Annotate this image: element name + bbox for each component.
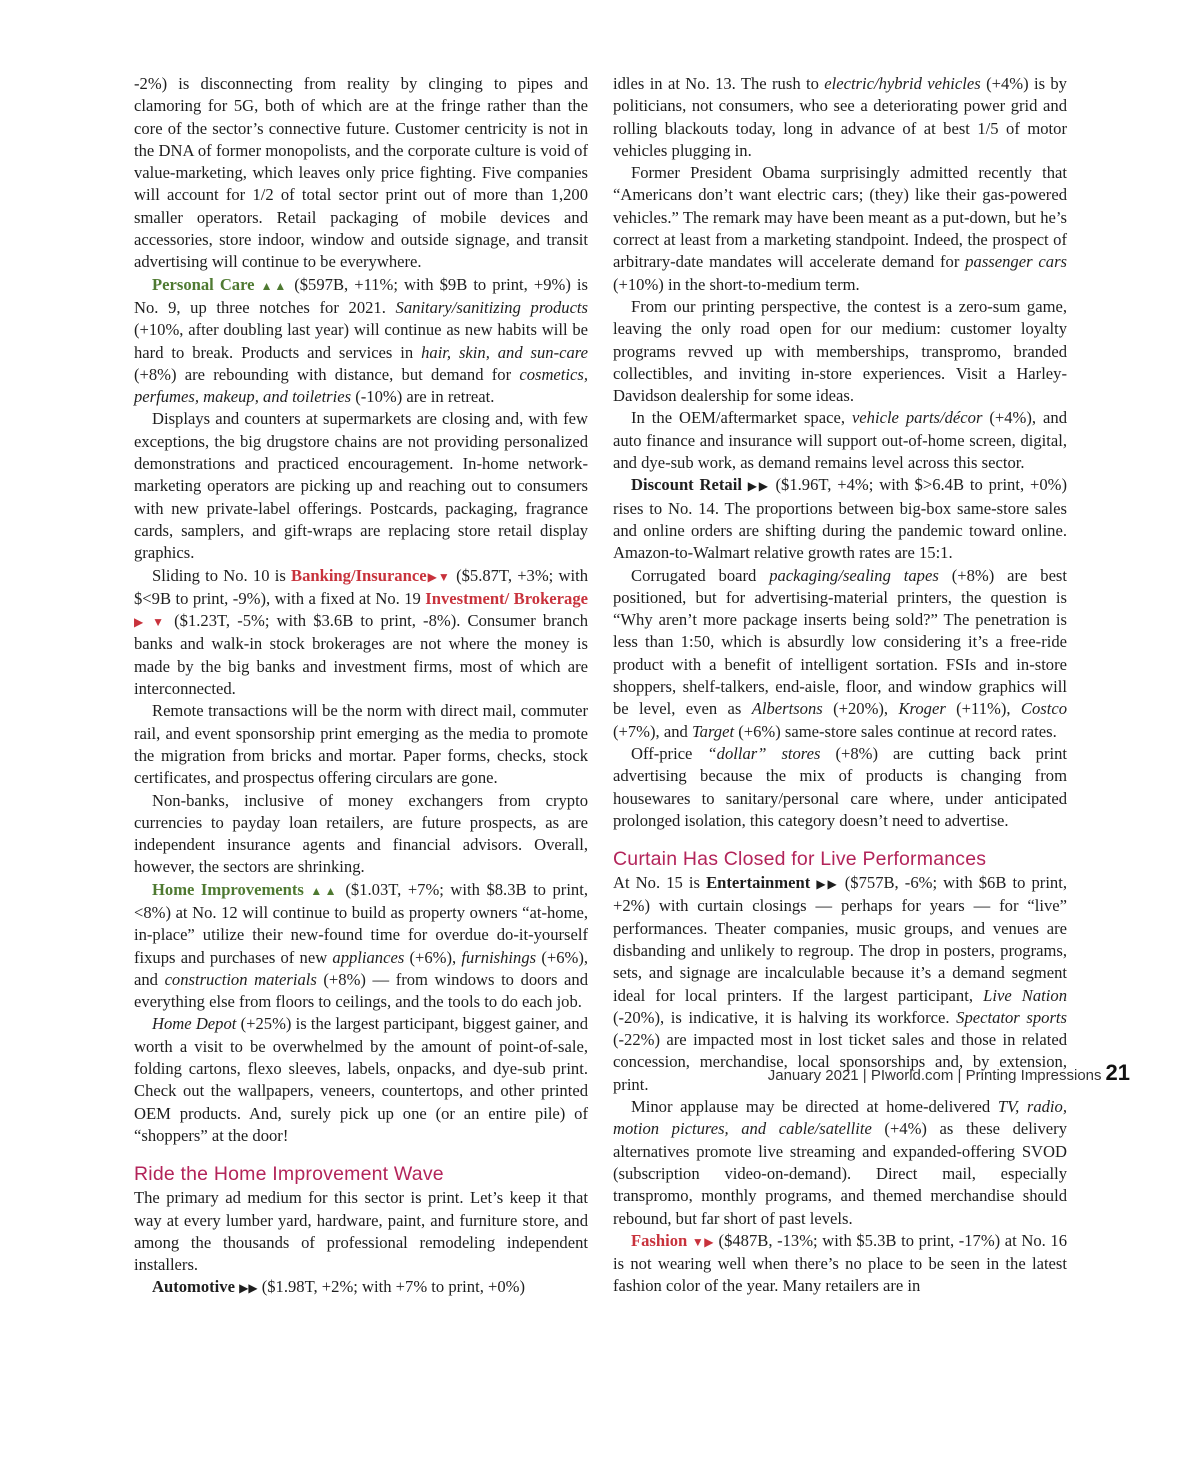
paragraph-discount-retail: Discount Retail ▶▶ ($1.96T, +4%; with $>6.4B to print, +0%) rises to No. 14. The proportions between big-box same-store sales and online orders are shifting during the pandemic toward online. Amazon-to-Walmart relative growth rates are 15:1. bbox=[613, 475, 1067, 563]
up-up-icon: ▲▲ bbox=[260, 278, 289, 293]
paragraph-fashion: Fashion ▼▶ ($487B, -13%; with $5.3B to print, -17%) at No. 16 is not wearing well when there’s no place to be seen in the latest fashion color of the year. Many retailers are in bbox=[613, 1230, 1068, 1296]
paragraph-home-improvements: Home Improvements ▲▲ ($1.03T, +7%; with $8.3B to print, <8%) at No. 12 will continue to build as property owners “at-home, in-place” utilize their new-found time for overdue do-it-yourself fixups and purchases of new appliances (+6%), furnishings (+6%), and construction materials (+8%) — from windows to doors and everything else from floors to ceilings, and the tools to do each job. bbox=[134, 879, 588, 1012]
paragraph: idles in at No. 13. The rush to electric/hybrid vehicles (+4%) is by politicians, not consumers, who see a deteriorating power grid and rolling blackouts today, long in advance of at best 1/5 of motor vehicles plugging in. bbox=[613, 74, 1067, 160]
section-heading: Curtain Has Closed for Live Performances bbox=[613, 848, 987, 871]
section-heading: Ride the Home Improvement Wave bbox=[134, 1163, 444, 1186]
sector-label: Entertainment bbox=[706, 873, 811, 893]
paragraph: From our printing perspective, the contest is a zero-sum game, leaving the only road open for our medium: customer loyalty programs revved up with memberships, transpromo, branded collectibles, and inviting in-store experiences. Visit a Harley-Davidson dealership for some ideas. bbox=[613, 296, 1067, 406]
page-footer bbox=[768, 1060, 1130, 1086]
paragraph: Former President Obama surprisingly admitted recently that “Americans don’t want electric cars; (they) like their gas-powered vehicles.” The remark may have been meant as a put-down, but he’s correct at least from a marketing standpoint. Indeed, the prospect of arbitrary-date mandates will accelerate demand for passenger cars (+10%) in the short-to-medium term. bbox=[613, 163, 1067, 294]
sector-label: Personal Care bbox=[152, 274, 255, 294]
sector-label: Banking/Insurance bbox=[291, 565, 427, 585]
paragraph: Non-banks, inclusive of money exchangers from crypto currencies to payday loan retailers, are future prospects, as are independent insurance agents and financial advisors. Overall, however, the sectors are shrinking. bbox=[134, 790, 588, 877]
paragraph: Minor applause may be directed at home-delivered TV, radio, motion pictures, and cable/satellite (+4%) as these delivery alternatives promote live streaming and expanded-offering SVOD (subscription video-on-demand). Direct mail, especially transpromo, monthly programs, and themed merchandise should rebound, but far short of past levels. bbox=[613, 1097, 1067, 1228]
sector-label: Home Improvements bbox=[152, 879, 304, 899]
paragraph: -2%) is disconnecting from reality by clinging to pipes and clamoring for 5G, both of which are at the fringe rather than the core of the sector’s connective future. Customer centricity is not in the DNA of former monopolists, and the corporate culture is void of value-marketing, which leaves only price fighting. Five companies will account for 1/2 of total sector print out of more than 1,200 smaller operators. Retail packaging of mobile devices and accessories, store indoor, window and outside signage, and transit advertising will continue to be everywhere. bbox=[134, 74, 588, 272]
right-column bbox=[613, 73, 1067, 1298]
right-right-icon: ▶▶ bbox=[239, 1281, 258, 1296]
footer-text: January 2021 | PIworld.com | Printing Impressions bbox=[767, 1067, 1102, 1084]
sector-label: Fashion bbox=[631, 1230, 688, 1250]
right-right-icon: ▶▶ bbox=[816, 877, 839, 892]
right-down-icon: ▶ ▼ bbox=[134, 615, 168, 630]
left-column bbox=[134, 73, 588, 1300]
paragraph-automotive: Automotive ▶▶ ($1.98T, +2%; with +7% to print, +0%) bbox=[152, 1277, 525, 1297]
paragraph: Remote transactions will be the norm with direct mail, commuter rail, and event sponsorship print emerging as the media to promote the migration from bricks and mortar. Paper forms, checks, stock certificates, and prospectus offering circulars are gone. bbox=[134, 701, 588, 788]
up-up-icon: ▲▲ bbox=[310, 883, 339, 898]
paragraph: Corrugated board packaging/sealing tapes (+8%) are best positioned, but for advertising-material printers, the question is “Why aren’t more package inserts being sold?” The penetration is less than 1:50, which is absurdly low considering it’s a free-ride product with a benefit of intelligent sortation. FSIs and in-store shoppers, shelf-talkers, end-aisle, floor, and window graphics will be level, even as Albertsons (+20%), Kroger (+11%), Costco (+7%), and Target (+6%) same-store sales continue at record rates. bbox=[613, 565, 1067, 741]
paragraph-personal-care: Personal Care ▲▲ ($597B, +11%; with $9B to print, +9%) is No. 9, up three notches for 2021. Sanitary/sanitizing products (+10%, after doubling last year) will continue as new habits will be hard to break. Products and services in hair, skin, and sun-care (+8%) are rebounding with distance, but demand for cosmetics, perfumes, makeup, and toiletries (-10%) are in retreat. bbox=[134, 274, 589, 407]
paragraph: In the OEM/aftermarket space, vehicle parts/décor (+4%), and auto finance and insurance will support out-of-home screen, digital, and dye-sub work, as demand remains level across this sector. bbox=[613, 408, 1067, 473]
paragraph-banking: Sliding to No. 10 is Banking/Insurance▶▼ ($5.87T, +3%; with $<9B to print, -9%), with a fixed at No. 19 Investment/ Brokerage ▶ ▼ ($1.23T, -5%; with $3.6B to print, -8%). Consumer branch banks and walk-in stock brokerages are not where the money is made by the big banks and investment firms, most of which are interconnected. bbox=[134, 565, 588, 699]
paragraph: The primary ad medium for this sector is print. Let’s keep it that way at every lumber yard, hardware, paint, and furniture store, and among the thousands of professional remodeling independent installers. bbox=[134, 1188, 588, 1275]
paragraph: Off-price “dollar” stores (+8%) are cutting back print advertising because the mix of products is changing from housewares to sanitary/personal care where, under anticipated prolonged isolation, this category doesn’t need to advertise. bbox=[613, 743, 1067, 830]
down-right-icon: ▼▶ bbox=[691, 1234, 714, 1249]
paragraph: Home Depot (+25%) is the largest participant, biggest gainer, and worth a visit to be overwhelmed by the amount of point-of-sale, folding cartons, flexo sleeves, labels, onpacks, and dye-sub print. Check out the wallpapers, veneers, countertops, and other printed OEM products. And, surely pick up one (or an entire pile) of “shoppers” at the door! bbox=[134, 1014, 588, 1145]
sector-label: Investment/ Brokerage bbox=[425, 588, 588, 608]
sector-label: Automotive bbox=[152, 1277, 235, 1297]
page-number: 21 bbox=[1105, 1060, 1130, 1085]
sector-label: Discount Retail bbox=[631, 475, 742, 495]
right-right-icon: ▶▶ bbox=[747, 479, 770, 494]
paragraph-entertainment: At No. 15 is Entertainment ▶▶ ($757B, -6%; with $6B to print, +2%) with curtain closings — perhaps for years — for “live” performances. Theater companies, music groups, and venues are disbanding and unlikely to regroup. The drop in posters, programs, sets, and signage are incalculable because it’s a demand segment ideal for local printers. If the largest participant, Live Nation (-20%), is indicative, it is halving its workforce. Spectator sports (-22%) are impacted most in lost ticket sales and those in related concession, merchandise, local sponsorships and, by extension, print. bbox=[613, 873, 1067, 1094]
right-down-icon: ▶▼ bbox=[426, 569, 451, 584]
paragraph: Displays and counters at supermarkets are closing and, with few exceptions, the big drugstore chains are not providing personalized demonstrations and practiced encouragement. In-home network-marketing operators are picking up and reaching out to consumers with new private-label offerings. Postcards, packaging, fragrance cards, samplers, and gift-wraps are replacing store retail display graphics. bbox=[134, 409, 588, 563]
